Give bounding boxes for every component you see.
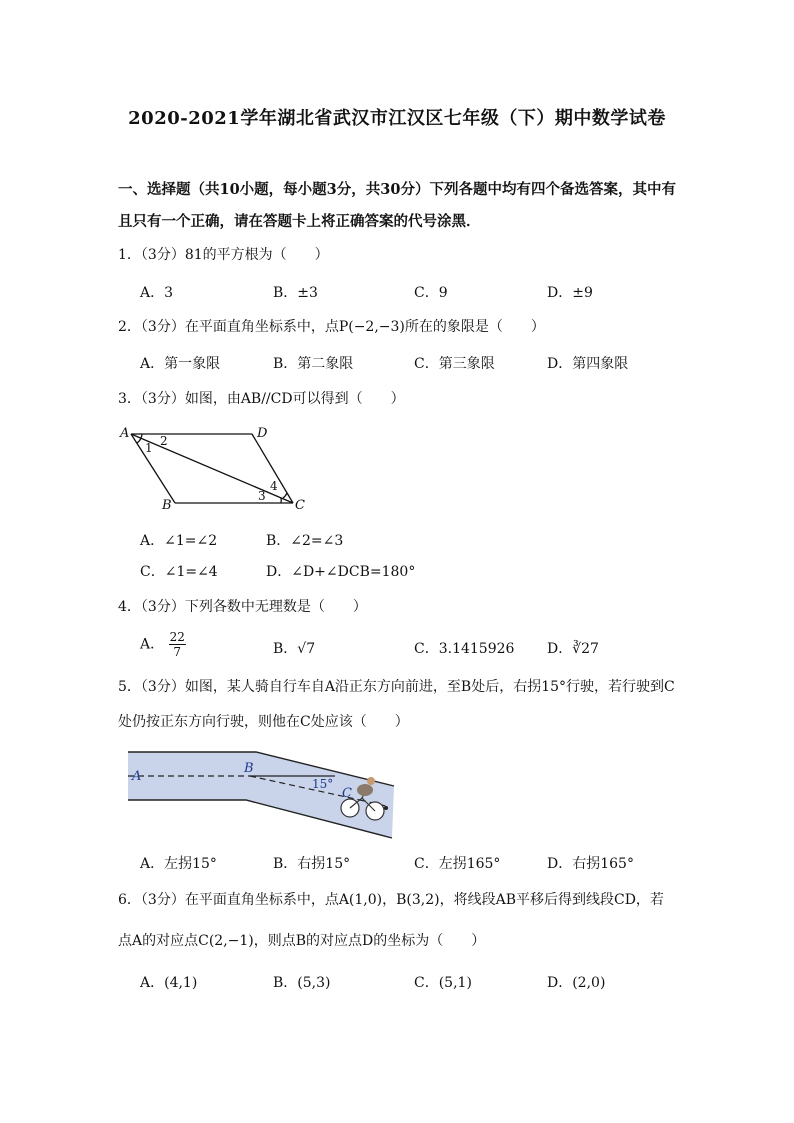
section-header-line2: 且只有一个正确，请在答题卡上将正确答案的代号涂黑． <box>118 213 481 230</box>
question-5-option-d[interactable]: D．右拐165° <box>547 856 634 872</box>
question-5-option-a[interactable]: A．左拐15° <box>140 856 217 872</box>
road-surface <box>128 752 394 838</box>
question-6-option-a[interactable]: A．(4,1) <box>140 975 198 991</box>
question-1-stem: 1．（3分）81的平方根为（ ） <box>118 247 329 263</box>
question-1-option-c[interactable]: C．9 <box>414 285 448 301</box>
figure5-label-angle: 15° <box>312 777 334 791</box>
fraction-numerator: 22 <box>169 630 185 644</box>
question-5-stem-line1: 5．（3分）如图，某人骑自行车自A沿正东方向前进，至B处后，右拐15°行驶，若行驶到C <box>118 679 675 695</box>
figure5-label-c: C <box>342 786 352 801</box>
question-5-stem-line2: 处仍按正东方向行驶，则他在C处应该（ ） <box>118 714 409 730</box>
figure3-label-1: 1 <box>145 441 153 455</box>
question-5-option-c[interactable]: C．左拐165° <box>414 856 501 872</box>
question-6-stem-line2: 点A的对应点C(2,−1)，则点B的对应点D的坐标为（ ） <box>118 933 486 949</box>
figure3-label-c: C <box>295 498 305 513</box>
figure3-label-b: B <box>162 498 172 513</box>
question-6-option-b[interactable]: B．(5,3) <box>273 975 331 991</box>
question-2-option-d[interactable]: D．第四象限 <box>547 356 629 372</box>
figure5-label-a: A <box>132 769 142 784</box>
question-3-stem: 3．（3分）如图，由AB//CD可以得到（ ） <box>118 391 405 407</box>
question-2-option-a[interactable]: A．第一象限 <box>140 356 221 372</box>
question-4-option-d[interactable]: D．∛27 <box>547 641 599 657</box>
fraction-denominator: 7 <box>173 645 182 659</box>
figure5-label-b: B <box>244 761 254 776</box>
question-2-option-c[interactable]: C．第三象限 <box>414 356 495 372</box>
question-6-option-c[interactable]: C．(5,1) <box>414 975 472 991</box>
figure3-label-a: A <box>120 426 130 441</box>
question-6-stem-line1: 6．（3分）在平面直角坐标系中，点A(1,0)，B(3,2)，将线段AB平移后得到线段CD，若 <box>118 892 664 908</box>
question-5-option-b[interactable]: B．右拐15° <box>273 856 351 872</box>
question-2-option-b[interactable]: B．第二象限 <box>273 356 354 372</box>
question-4-stem: 4．（3分）下列各数中无理数是（ ） <box>118 599 367 615</box>
question-1-option-b[interactable]: B．±3 <box>273 285 318 301</box>
figure3-label-2: 2 <box>160 434 168 448</box>
question-4-option-a-prefix: A． <box>140 636 165 653</box>
question-2-stem: 2．（3分）在平面直角坐标系中，点P(−2,−3)所在的象限是（ ） <box>118 319 545 335</box>
question-3-option-b[interactable]: B．∠2=∠3 <box>266 533 344 549</box>
question-1-option-a[interactable]: A．3 <box>140 285 174 301</box>
question-4-option-c[interactable]: C．3.1415926 <box>414 641 515 657</box>
page-title: 2020-2021学年湖北省武汉市江汉区七年级（下）期中数学试卷 <box>128 108 666 129</box>
section-header-line1: 一、选择题（共10小题，每小题3分，共30分）下列各题中均有四个备选答案，其中有 <box>118 181 676 198</box>
figure3-label-3: 3 <box>258 489 266 503</box>
question-3-option-c[interactable]: C．∠1=∠4 <box>140 564 218 580</box>
question-6-option-d[interactable]: D．(2,0) <box>547 975 606 991</box>
question-1-option-d[interactable]: D．±9 <box>547 285 593 301</box>
figure3-label-d: D <box>257 426 268 441</box>
question-3-option-a[interactable]: A．∠1=∠2 <box>140 533 218 549</box>
question-3-option-d[interactable]: D．∠D+∠DCB=180° <box>266 564 416 580</box>
question-4-option-b[interactable]: B．√7 <box>273 641 316 657</box>
figure3-label-4: 4 <box>270 479 278 493</box>
